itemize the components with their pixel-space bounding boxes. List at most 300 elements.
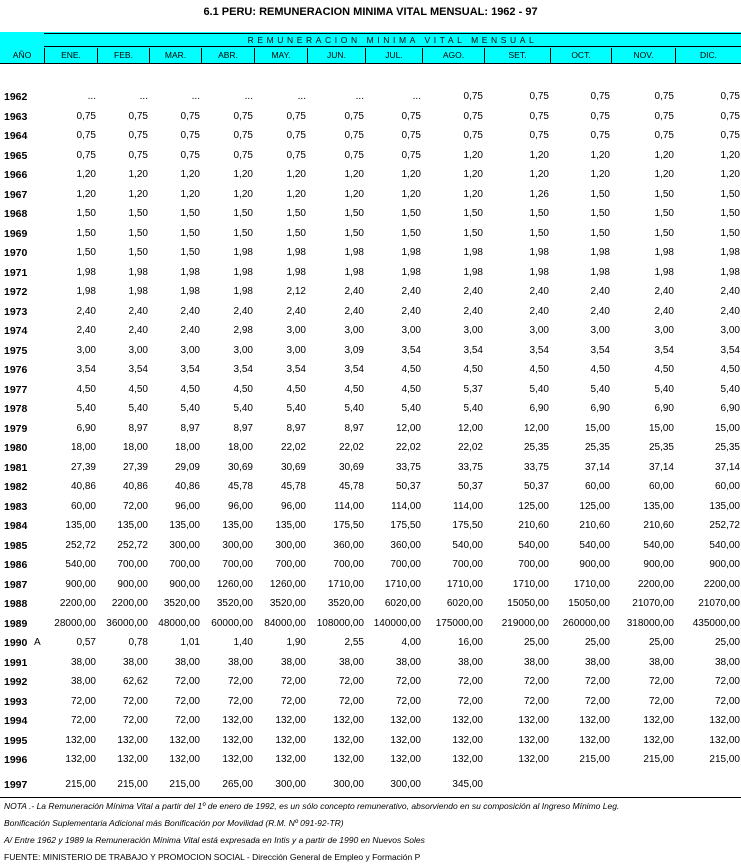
year-cell: 1965 (4, 150, 28, 162)
value-cell: 38,00 (457, 657, 483, 668)
value-cell: 2,40 (128, 306, 148, 317)
value-cell: ... (139, 91, 148, 102)
value-cell: 135,00 (275, 520, 306, 531)
value-cell: 5,40 (401, 403, 421, 414)
value-cell: 3,00 (401, 325, 421, 336)
value-cell: 62,62 (122, 676, 148, 687)
value-cell: 0,75 (590, 91, 610, 102)
value-cell: 37,14 (714, 462, 740, 473)
value-cell: 38,00 (648, 657, 674, 668)
value-cell: 175,50 (333, 520, 364, 531)
value-cell: 1,98 (654, 247, 674, 258)
value-cell: 8,97 (286, 423, 306, 434)
value-cell: 540,00 (518, 540, 549, 551)
value-cell: 72,00 (174, 696, 200, 707)
value-cell: 6020,00 (446, 598, 483, 609)
value-cell: 15050,00 (568, 598, 610, 609)
value-cell: 1,20 (233, 189, 253, 200)
value-cell: 30,69 (280, 462, 306, 473)
value-cell: 18,00 (174, 442, 200, 453)
value-cell: 1710,00 (327, 579, 364, 590)
value-cell: 3,00 (463, 325, 483, 336)
value-cell: 16,00 (457, 637, 483, 648)
value-cell: 132,00 (333, 754, 364, 765)
value-cell: 0,75 (286, 150, 306, 161)
value-cell: 1,50 (401, 208, 421, 219)
value-cell: 8,97 (233, 423, 253, 434)
value-cell: 2,40 (233, 306, 253, 317)
value-cell: 0,75 (180, 150, 200, 161)
value-cell: 2,40 (344, 306, 364, 317)
value-cell: 1,50 (286, 208, 306, 219)
value-cell: 8,97 (128, 423, 148, 434)
value-cell: 132,00 (169, 735, 200, 746)
value-cell: 1,98 (128, 267, 148, 278)
value-cell: 1710,00 (446, 579, 483, 590)
value-cell: 3,54 (180, 364, 200, 375)
value-cell: 1,20 (463, 150, 483, 161)
value-cell: 72,00 (584, 676, 610, 687)
value-cell: 132,00 (390, 715, 421, 726)
value-cell: 540,00 (452, 540, 483, 551)
table-row (0, 109, 741, 125)
value-cell: 900,00 (169, 579, 200, 590)
value-cell: 1,20 (401, 169, 421, 180)
value-cell: 2,40 (180, 306, 200, 317)
value-cell: 1,20 (128, 189, 148, 200)
value-cell: 72,00 (584, 696, 610, 707)
value-cell: 33,75 (395, 462, 421, 473)
year-cell: 1990 (4, 637, 28, 649)
value-cell: 22,02 (395, 442, 421, 453)
year-cell: 1995 (4, 735, 28, 747)
value-cell: 2,40 (529, 286, 549, 297)
value-cell: 3,09 (344, 345, 364, 356)
value-cell: 132,00 (222, 715, 253, 726)
value-cell: 40,86 (70, 481, 96, 492)
value-cell: 2,40 (720, 306, 740, 317)
value-cell: 4,50 (401, 364, 421, 375)
value-cell: 25,00 (523, 637, 549, 648)
value-cell: 8,97 (344, 423, 364, 434)
year-cell: 1976 (4, 364, 28, 376)
value-cell: 0,75 (233, 150, 253, 161)
value-cell: 1,50 (76, 247, 96, 258)
value-cell: 1,50 (654, 208, 674, 219)
value-cell: 132,00 (390, 754, 421, 765)
value-cell: 72,00 (280, 676, 306, 687)
value-cell: 72,00 (70, 696, 96, 707)
value-cell: 3520,00 (216, 598, 253, 609)
value-cell: 0,75 (128, 150, 148, 161)
value-cell: 360,00 (333, 540, 364, 551)
value-cell: 6,90 (590, 403, 610, 414)
value-cell: 540,00 (643, 540, 674, 551)
year-cell: 1980 (4, 442, 28, 454)
value-cell: 1,26 (529, 189, 549, 200)
value-cell: 0,75 (529, 111, 549, 122)
table-row (0, 655, 741, 671)
value-cell: 0,75 (344, 130, 364, 141)
value-cell: 140000,00 (373, 618, 421, 629)
year-cell: 1975 (4, 345, 28, 357)
value-cell: 318000,00 (626, 618, 674, 629)
year-cell: 1966 (4, 169, 28, 181)
value-cell: 1,20 (720, 169, 740, 180)
value-cell: 60,00 (584, 481, 610, 492)
value-cell: 45,78 (280, 481, 306, 492)
value-cell: 1710,00 (512, 579, 549, 590)
value-cell: 219000,00 (501, 618, 549, 629)
value-cell: 2200,00 (637, 579, 674, 590)
value-cell: 25,35 (523, 442, 549, 453)
value-cell: 210,60 (518, 520, 549, 531)
value-cell: 0,75 (76, 150, 96, 161)
value-cell: 21070,00 (632, 598, 674, 609)
value-cell: 0,75 (463, 130, 483, 141)
value-cell: 210,60 (579, 520, 610, 531)
value-cell: 0,78 (128, 637, 148, 648)
value-cell: 3,54 (128, 364, 148, 375)
value-cell: 60,00 (714, 481, 740, 492)
value-cell: 132,00 (709, 715, 740, 726)
value-cell: 4,50 (128, 384, 148, 395)
value-cell: 3,00 (654, 325, 674, 336)
value-cell: 1,01 (180, 637, 200, 648)
value-cell: 132,00 (390, 735, 421, 746)
value-cell: 72,00 (648, 696, 674, 707)
value-cell: 3,54 (344, 364, 364, 375)
table-row (0, 460, 741, 476)
value-cell: 114,00 (391, 501, 421, 512)
value-cell: 1,50 (463, 228, 483, 239)
year-cell: 1962 (4, 91, 28, 103)
value-cell: 6020,00 (384, 598, 421, 609)
value-cell: 4,50 (529, 364, 549, 375)
table-row (0, 382, 741, 398)
value-cell: 132,00 (117, 735, 148, 746)
value-cell: 72,00 (227, 676, 253, 687)
value-cell: 4,50 (654, 364, 674, 375)
value-cell: 3,00 (590, 325, 610, 336)
value-cell: 135,00 (169, 520, 200, 531)
month-header: ABR. (201, 48, 254, 63)
value-cell: 540,00 (65, 559, 96, 570)
header-bottom-rule (0, 63, 741, 64)
value-cell: 4,50 (180, 384, 200, 395)
table-row (0, 265, 741, 281)
table-row (0, 635, 741, 651)
value-cell: 215,00 (709, 754, 740, 765)
value-cell: 33,75 (457, 462, 483, 473)
value-cell: 27,39 (122, 462, 148, 473)
value-cell: 345,00 (452, 779, 483, 790)
value-cell: 3,54 (590, 345, 610, 356)
value-cell: 1,40 (233, 637, 253, 648)
value-cell: 1,98 (180, 286, 200, 297)
value-cell: 2200,00 (703, 579, 740, 590)
value-cell: 132,00 (579, 715, 610, 726)
value-cell: 125,00 (518, 501, 549, 512)
value-cell: 38,00 (70, 657, 96, 668)
value-cell: 25,00 (714, 637, 740, 648)
value-cell: 0,75 (233, 111, 253, 122)
value-cell: 215,00 (643, 754, 674, 765)
value-cell: 210,60 (643, 520, 674, 531)
table-row (0, 187, 741, 203)
value-cell: 0,75 (529, 91, 549, 102)
value-cell: 1,98 (463, 267, 483, 278)
value-cell: 40,86 (174, 481, 200, 492)
table-row (0, 323, 741, 339)
value-cell: 0,75 (180, 130, 200, 141)
value-cell: 300,00 (222, 540, 253, 551)
value-cell: 175,50 (452, 520, 483, 531)
value-cell: 3,54 (654, 345, 674, 356)
table-row (0, 362, 741, 378)
value-cell: 135,00 (643, 501, 674, 512)
value-cell: 2,40 (286, 306, 306, 317)
value-cell: 0,75 (128, 111, 148, 122)
year-cell: 1974 (4, 325, 28, 337)
value-cell: 1,98 (233, 286, 253, 297)
year-cell: 1964 (4, 130, 28, 142)
value-cell: 27,39 (70, 462, 96, 473)
value-cell: 1,50 (344, 208, 364, 219)
value-cell: 0,75 (401, 130, 421, 141)
value-cell: 5,40 (463, 403, 483, 414)
value-cell: 5,40 (529, 384, 549, 395)
value-cell: 1,50 (720, 189, 740, 200)
value-cell: 1,20 (76, 169, 96, 180)
note-line-1: NOTA .- La Remuneración Mínima Vital a partir del 1º de enero de 1992, es un sólo concepto remunerativo, absorviendo en su composición al Ingreso Mínimo Leg. (4, 801, 620, 811)
value-cell: 72,00 (122, 696, 148, 707)
value-cell: 1260,00 (269, 579, 306, 590)
value-cell: ... (244, 91, 253, 102)
value-cell: 2,40 (720, 286, 740, 297)
value-cell: 2,55 (344, 637, 364, 648)
year-cell: 1970 (4, 247, 28, 259)
value-cell: 0,75 (720, 111, 740, 122)
value-cell: 38,00 (584, 657, 610, 668)
value-cell: 1,50 (233, 228, 253, 239)
year-cell: 1972 (4, 286, 28, 298)
value-cell: 3,54 (286, 364, 306, 375)
value-cell: 1,20 (286, 189, 306, 200)
year-cell: 1982 (4, 481, 28, 493)
table-row (0, 245, 741, 261)
value-cell: 0,75 (286, 130, 306, 141)
value-cell: 33,75 (523, 462, 549, 473)
value-cell: 1,50 (128, 208, 148, 219)
value-cell: 540,00 (709, 540, 740, 551)
value-cell: 3520,00 (269, 598, 306, 609)
value-cell: 132,00 (222, 754, 253, 765)
value-cell: 1,20 (463, 169, 483, 180)
value-cell: 40,86 (122, 481, 148, 492)
value-cell: 1,20 (463, 189, 483, 200)
value-cell: 132,00 (452, 754, 483, 765)
month-header: JUN. (307, 48, 365, 63)
value-cell: 48000,00 (158, 618, 200, 629)
value-cell: 4,00 (401, 637, 421, 648)
value-cell: 38,00 (227, 657, 253, 668)
value-cell: 25,00 (584, 637, 610, 648)
header-band-label: REMUNERACION MINIMA VITAL MENSUAL (247, 35, 538, 45)
value-cell: 132,00 (65, 754, 96, 765)
value-cell: 700,00 (518, 559, 549, 570)
table-row (0, 206, 741, 222)
value-cell: 0,75 (401, 111, 421, 122)
value-cell: 1,98 (720, 267, 740, 278)
value-cell: 15,00 (714, 423, 740, 434)
value-cell: 72,00 (523, 676, 549, 687)
year-cell: 1992 (4, 676, 28, 688)
value-cell: 5,40 (720, 384, 740, 395)
value-cell: 1,50 (233, 208, 253, 219)
month-header: FEB. (97, 48, 149, 63)
value-cell: 0,75 (529, 130, 549, 141)
month-header: AGO. (422, 48, 484, 63)
value-cell: 37,14 (648, 462, 674, 473)
value-cell: 300,00 (169, 540, 200, 551)
value-cell: 2,40 (463, 286, 483, 297)
value-cell: 50,37 (457, 481, 483, 492)
value-cell: 1,50 (654, 228, 674, 239)
value-cell: 700,00 (452, 559, 483, 570)
value-cell: 1,98 (128, 286, 148, 297)
table-row (0, 518, 741, 534)
value-cell: 72,00 (174, 715, 200, 726)
page-title: 6.1 PERU: REMUNERACION MINIMA VITAL MENSUAL: 1962 - 97 (203, 6, 538, 18)
value-cell: ... (355, 91, 364, 102)
value-cell: 0,75 (720, 130, 740, 141)
value-cell: 3,54 (76, 364, 96, 375)
value-cell: 1,50 (463, 208, 483, 219)
value-cell: 38,00 (174, 657, 200, 668)
value-cell: 2,40 (128, 325, 148, 336)
note-line-2: Bonificación Suplementaria Adicional más Bonificación por Movilidad (R.M. Nº 091-92-TR) (4, 818, 344, 828)
table-row (0, 148, 741, 164)
value-cell: 2,40 (401, 286, 421, 297)
value-cell: 1,20 (286, 169, 306, 180)
value-cell: 1,98 (76, 286, 96, 297)
value-cell: 3,00 (286, 345, 306, 356)
value-cell: 30,69 (338, 462, 364, 473)
notes-block (4, 798, 741, 866)
value-cell: 36000,00 (106, 618, 148, 629)
month-header: ENE. (44, 48, 97, 63)
value-cell: 2,12 (286, 286, 306, 297)
table-row (0, 557, 741, 573)
value-cell: 252,72 (117, 540, 148, 551)
value-cell: 0,75 (233, 130, 253, 141)
value-cell: 21070,00 (698, 598, 740, 609)
value-cell: 72,00 (227, 696, 253, 707)
value-cell: 72,00 (338, 696, 364, 707)
value-cell: 0,75 (76, 111, 96, 122)
value-cell: 132,00 (275, 715, 306, 726)
value-cell: 1,20 (529, 169, 549, 180)
value-cell: 900,00 (65, 579, 96, 590)
value-cell: 0,75 (654, 111, 674, 122)
value-cell: 96,00 (280, 501, 306, 512)
value-cell: 72,00 (714, 676, 740, 687)
value-cell: 1,50 (590, 208, 610, 219)
footnote-marker: A (34, 637, 41, 648)
value-cell: 96,00 (174, 501, 200, 512)
value-cell: 132,00 (452, 715, 483, 726)
value-cell: 1260,00 (216, 579, 253, 590)
value-cell: 5,40 (180, 403, 200, 414)
value-cell: 700,00 (390, 559, 421, 570)
value-cell: 38,00 (523, 657, 549, 668)
value-cell: 25,35 (648, 442, 674, 453)
value-cell: 1,20 (529, 150, 549, 161)
value-cell: 45,78 (338, 481, 364, 492)
value-cell: 18,00 (70, 442, 96, 453)
value-cell: 300,00 (390, 779, 421, 790)
year-cell: 1967 (4, 189, 28, 201)
value-cell: 700,00 (117, 559, 148, 570)
value-cell: 6,90 (654, 403, 674, 414)
value-cell: 360,00 (390, 540, 421, 551)
value-cell: 540,00 (579, 540, 610, 551)
value-cell: 0,75 (180, 111, 200, 122)
table-row (0, 713, 741, 729)
value-cell: 114,00 (334, 501, 364, 512)
value-cell: 1,20 (180, 189, 200, 200)
value-cell: 3,00 (128, 345, 148, 356)
value-cell: 37,14 (584, 462, 610, 473)
value-cell: 1,50 (590, 228, 610, 239)
value-cell: 72,00 (174, 676, 200, 687)
value-cell: 1,50 (128, 247, 148, 258)
value-cell: 1,50 (76, 228, 96, 239)
value-cell: 132,00 (579, 735, 610, 746)
month-header: NOV. (611, 48, 675, 63)
year-cell: 1989 (4, 618, 28, 630)
source-line: FUENTE: MINISTERIO DE TRABAJO Y PROMOCION SOCIAL - Dirección General de Empleo y Formación P (4, 852, 421, 862)
value-cell: 1,98 (233, 247, 253, 258)
value-cell: 132,00 (452, 735, 483, 746)
value-cell: 1,50 (180, 247, 200, 258)
value-cell: 1,20 (654, 169, 674, 180)
value-cell: 1,50 (529, 228, 549, 239)
value-cell: 4,50 (76, 384, 96, 395)
value-cell: 2,40 (590, 286, 610, 297)
year-cell: 1983 (4, 501, 28, 513)
value-cell: 1,98 (180, 267, 200, 278)
value-cell: 22,02 (280, 442, 306, 453)
value-cell: 28000,00 (54, 618, 96, 629)
value-cell: 3,54 (720, 345, 740, 356)
value-cell: 2,40 (76, 325, 96, 336)
value-cell: 3,54 (233, 364, 253, 375)
value-cell: 0,75 (720, 91, 740, 102)
year-cell: 1994 (4, 715, 28, 727)
table-row (0, 499, 741, 515)
value-cell: 72,00 (648, 676, 674, 687)
table-row (0, 167, 741, 183)
value-cell: 1,20 (720, 150, 740, 161)
value-cell: 132,00 (518, 715, 549, 726)
value-cell: 132,00 (518, 735, 549, 746)
value-cell: 72,00 (395, 696, 421, 707)
value-cell: 3520,00 (327, 598, 364, 609)
value-cell: 2200,00 (111, 598, 148, 609)
year-cell: 1986 (4, 559, 28, 571)
